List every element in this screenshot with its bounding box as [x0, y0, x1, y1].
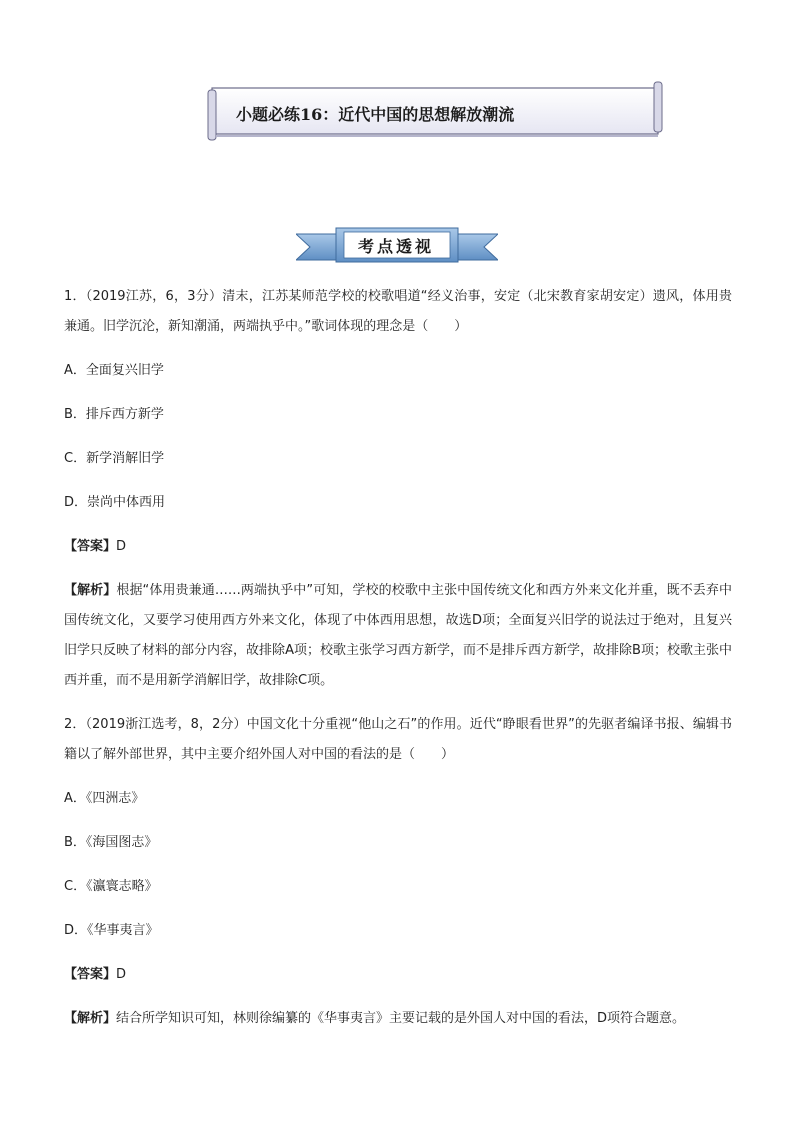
title-banner	[206, 80, 666, 142]
section-label: 考点透视	[357, 237, 434, 256]
option-a: A．全面复兴旧学	[64, 363, 164, 378]
answer-label: 【答案】	[64, 539, 117, 554]
analysis-paragraph	[64, 1004, 732, 1034]
section-ribbon	[296, 226, 498, 266]
option-d: D．崇尚中体西用	[64, 495, 166, 510]
question-stem: 1．（2019江苏，6，3分）清末，江苏某师范学校的校歌唱道“经义治事，安定（北宋教育家胡安定）遗风，体用贵兼通。旧学沉沦，新知潮涌，两端执乎中。”歌词体现的理念是（ ）	[64, 289, 732, 334]
page-title: 小题必练16：近代中国的思想解放潮流	[236, 105, 515, 124]
question-1	[64, 282, 732, 696]
analysis-paragraph	[64, 576, 732, 696]
question-stem: 2．（2019浙江选考，8，2分）中国文化十分重视“他山之石”的作用。近代“睁眼看世界”的先驱者编译书报、编辑书籍以了解外部世界，其中主要介绍外国人对中国的看法的是（ ）	[64, 717, 732, 762]
answer-line	[64, 960, 732, 990]
option-d: D．《华事夷言》	[64, 923, 159, 938]
analysis-text: 结合所学知识可知，林则徐编纂的《华事夷言》主要记载的是外国人对中国的看法，D项符合题意。	[116, 1011, 686, 1026]
option-a: A．《四洲志》	[64, 791, 145, 806]
option-c: C．新学消解旧学	[64, 451, 165, 466]
answer-value: D	[116, 967, 127, 982]
analysis-label: 【解析】	[64, 583, 117, 598]
analysis-text: 根据“体用贵兼通……两端执乎中”可知，学校的校歌中主张中国传统文化和西方外来文化并重，既不丢弃中国传统文化，又要学习使用西方外来文化，体现了中体西用思想，故选D项；全面复兴旧学的说法过于绝对，且复兴旧学只反映了材料的部分内容，故排除A项；校歌主张学习西方新学，而不是排斥西方新学，故排除B项；校歌主张中西并重，而不是用新学消解旧学，故排除C项。	[64, 583, 732, 688]
option-b: B．排斥西方新学	[64, 407, 164, 422]
answer-line	[64, 532, 732, 562]
answer-label: 【答案】	[64, 967, 117, 982]
question-2	[64, 710, 732, 1034]
option-c: C．《瀛寰志略》	[64, 879, 158, 894]
answer-value: D	[116, 539, 127, 554]
question-list	[64, 282, 732, 1048]
analysis-label: 【解析】	[64, 1011, 117, 1026]
option-b: B．《海国图志》	[64, 835, 158, 850]
